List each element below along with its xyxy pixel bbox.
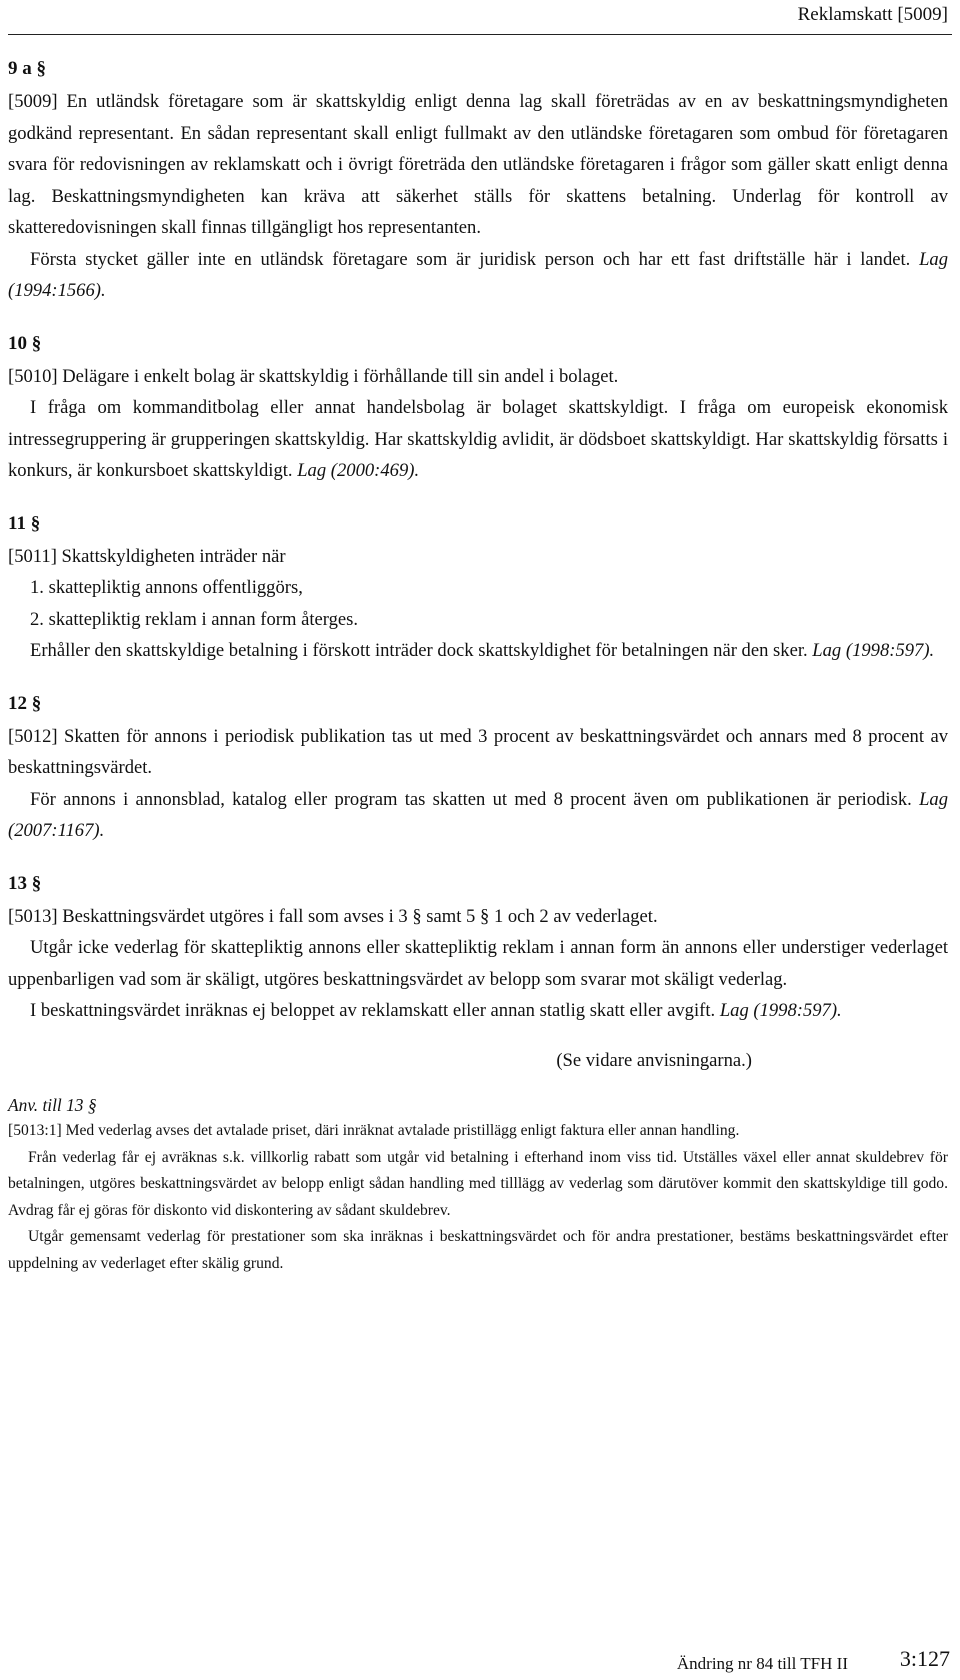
paragraph <box>8 86 948 244</box>
list-item: 1. skattepliktig annons offentliggörs, <box>30 577 303 598</box>
paragraph <box>8 392 948 487</box>
section-10 <box>8 329 948 487</box>
section-12 <box>8 689 948 847</box>
amendment-note: Ändring nr 84 till TFH II <box>676 1654 848 1673</box>
paragraph-text: Från vederlag får ej avräknas s.k. villkorlig rabatt som utgår vid betalning i efterhand inom viss tid. Utställes växel eller annat skuldebrev för betalningen, utgöres beskattningsvärdet av belopp enligt sådan handling med tilllägg av vederlag som därutöver kommit den skattskyldige till godo. Avdrag får ej göras för diskonto vid diskontering av sådant skuldebrev. <box>8 1148 948 1219</box>
cross-reference-note: (Se vidare anvisningarna.) <box>556 1049 752 1071</box>
section-11 <box>8 509 948 667</box>
section-heading: 9 a § <box>8 58 46 79</box>
page-header <box>0 0 960 32</box>
paragraph <box>8 901 948 933</box>
instructions-heading: Anv. till 13 § <box>8 1095 97 1115</box>
paragraph <box>8 1224 948 1277</box>
paragraph-text: I fråga om kommanditbolag eller annat handelsbolag är bolaget skattskyldigt. I fråga om europeisk ekonomisk intressegruppering är grupperingen skattskyldig. Har skattskyldig avlidit, är dödsboet skattskyldigt. Har skattskyldig försatts i konkurs, är konkursboet skattskyldigt. <box>8 397 948 481</box>
section-heading: 13 § <box>8 872 42 894</box>
paragraph <box>8 361 948 393</box>
paragraph-text: [5010] Delägare i enkelt bolag är skattskyldig i förhållande till sin andel i bolaget. <box>8 365 619 387</box>
paragraph <box>8 1145 948 1225</box>
section-9a <box>8 54 948 307</box>
law-reference: Lag (2000:469). <box>297 460 420 481</box>
paragraph <box>8 1118 948 1145</box>
paragraph <box>8 635 948 667</box>
paragraph <box>8 541 948 573</box>
section-heading: 12 § <box>8 692 42 714</box>
list-item: 2. skattepliktig reklam i annan form återges. <box>30 608 359 630</box>
paragraph <box>8 784 948 847</box>
page-number: 3:127 <box>899 1646 950 1671</box>
paragraph-text: [5013:1] Med vederlag avses det avtalade priset, däri inräknat avtalade pristillägg enligt faktura eller annan handling. <box>8 1122 740 1139</box>
law-reference: Lag (1998:597). <box>719 1000 842 1021</box>
instructions-section <box>8 1092 948 1277</box>
section-heading: 10 § <box>8 332 42 354</box>
paragraph-text: I beskattningsvärdet inräknas ej beloppet av reklamskatt eller annan statlig skatt eller avgift. <box>30 1000 716 1021</box>
paragraph <box>8 721 948 784</box>
law-reference: Lag (1994:1566). <box>8 248 948 301</box>
paragraph-text: [5011] Skattskyldigheten inträder när <box>8 545 286 567</box>
paragraph-text: Erhåller den skattskyldige betalning i förskott inträder dock skattskyldighet för betalningen när den sker. <box>30 640 808 661</box>
paragraph <box>8 995 948 1027</box>
paragraph-text: [5009] En utländsk företagare som är skattskyldig enligt denna lag skall företrädas av en av beskattningsmyndigheten godkänd representant. En sådan representant skall enligt fullmakt av den utländske företagaren som ombud för företagaren svara för redovisningen av reklamskatt och i övrigt företräda den utländske företagaren i frågor som gäller skatt enligt denna lag. Beskattningsmyndigheten kan kräva att säkerhet ställs för skattens betalning. Underlag för kontroll av skatteredovisningen skall finnas tillgängligt hos representanten. <box>8 91 948 238</box>
section-heading: 11 § <box>8 512 41 534</box>
law-reference: Lag (1998:597). <box>812 640 935 661</box>
paragraph-text: Första stycket gäller inte en utländsk företagare som är juridisk person och har ett fast driftställe här i landet. <box>30 248 911 270</box>
paragraph-text: [5012] Skatten för annons i periodisk publikation tas ut med 3 procent av beskattningsvärdet och annars med 8 procent av beskattningsvärdet. <box>8 725 948 778</box>
paragraph-text: Utgår gemensamt vederlag för prestationer som ska inräknas i beskattningsvärdet och för andra prestationer, bestäms beskattningsvärdet efter uppdelning av vederlaget efter skälig grund. <box>8 1228 948 1272</box>
paragraph-text: För annons i annonsblad, katalog eller program tas skatten ut med 8 procent även om publikationen är periodisk. <box>30 788 912 810</box>
document-body <box>8 54 948 1299</box>
paragraph <box>8 244 948 307</box>
header-rule <box>8 34 952 35</box>
paragraph <box>8 932 948 995</box>
paragraph-text: Utgår icke vederlag för skattepliktig annons eller skattepliktig reklam i annan form än annons eller understiger vederlaget uppenbarligen vad som är skäligt, utgöres beskattningsvärdet av belopp som svarar mot skäligt vederlag. <box>8 937 948 990</box>
page-footer <box>0 1640 960 1680</box>
paragraph-text: [5013] Beskattningsvärdet utgöres i fall som avses i 3 § samt 5 § 1 och 2 av vederlaget. <box>8 905 658 927</box>
running-title: Reklamskatt [5009] <box>797 4 948 25</box>
law-reference: Lag (2007:1167). <box>8 788 948 841</box>
section-13 <box>8 869 948 1077</box>
